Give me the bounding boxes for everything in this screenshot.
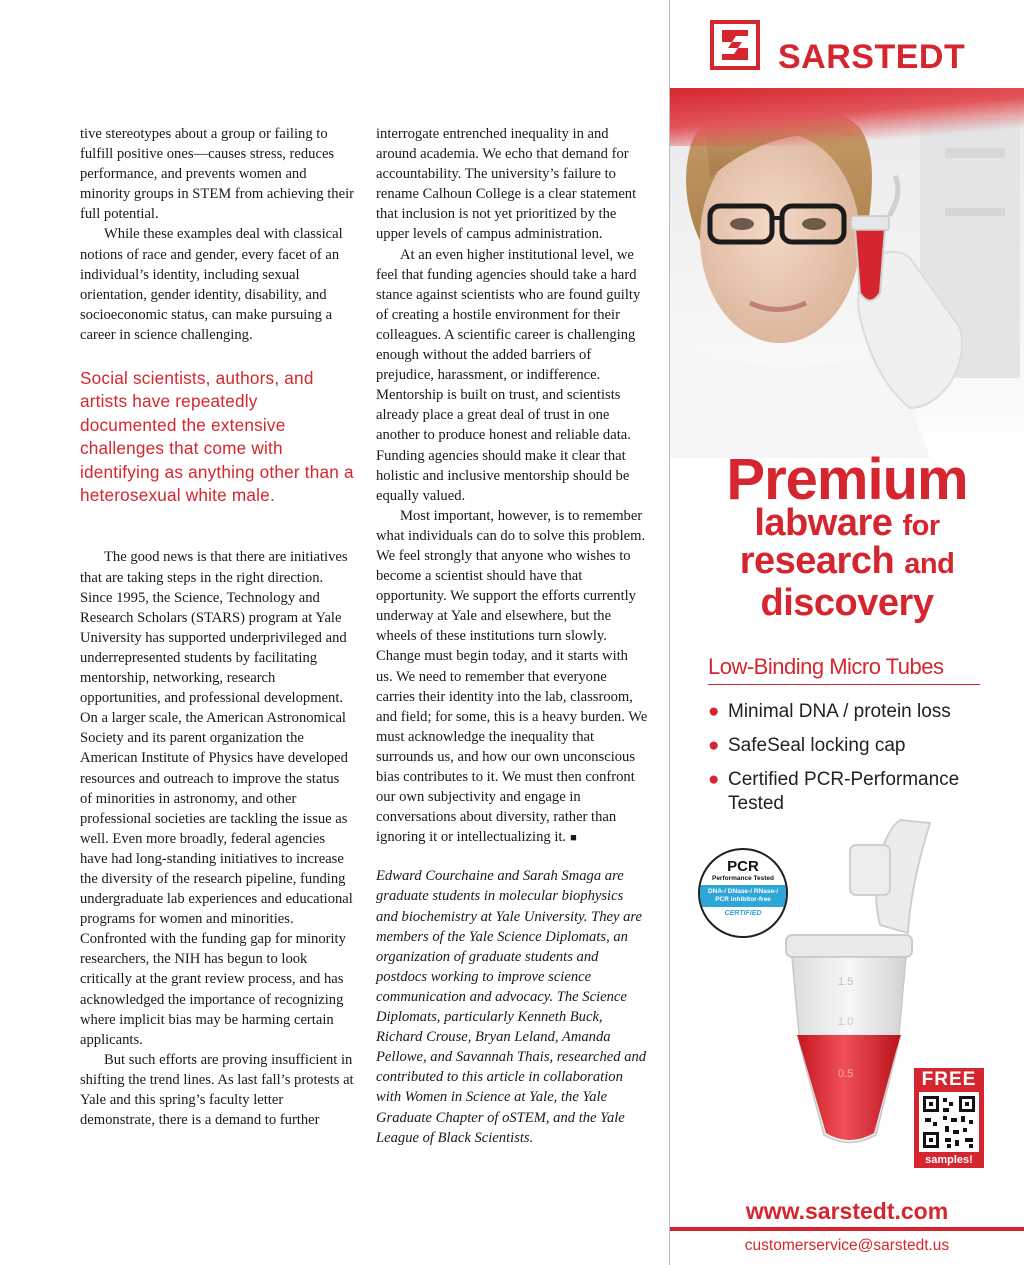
seal-band: DNA-/ DNase-/ RNase-/ PCR inhibitor-free [700,885,786,907]
tube-mark: 1.5 [838,976,854,988]
bullet-icon: ● [708,769,720,790]
feature-list [708,700,1008,826]
sarstedt-logo-icon [710,20,760,70]
paragraph: While these examples deal with classical notions of race and gender, every facet of an individual’s identity, including sexual orientation, gender identity, disability, and socioeconomic status, can make pursuing a career in science challenging. [80,226,343,343]
bullet-icon: ● [708,735,720,756]
bullet-icon: ● [708,701,720,722]
headline-word: labware [754,502,893,544]
feature-item [708,734,1008,758]
article-column-1 [80,124,354,1130]
samples-label: samples! [925,1154,973,1166]
headline-word: for [902,510,940,542]
paragraph-final [376,506,648,849]
feature-text: Certified PCR-Performance Tested [728,769,960,814]
email-link[interactable]: customerservice@sarstedt.us [744,1237,950,1254]
headline-labware [670,502,1024,545]
feature-text: SafeSeal locking cap [728,735,906,756]
paragraph-text: Most important, however, is to remember what individuals can do to solve this problem. We feel strongly that anyone who wishes to become a scientist should have that opportunity. We support the efforts currently underway at Yale and elsewhere, but the wheels of these institutions turn slowly. Change must begin today, and it starts with us. We need to remember that everyone carries their identity into the lab, classroom, and field; for some, this is a heavy burden. We must acknowledge the inequality that surrounds us, and how our own unconscious bias contributes to it. We must then confront our own subjectivity and engage in conversations about diversity, rather than ignoring it or intellectualizing it. [376,507,648,846]
seal-subtitle: Performance Tested [711,875,774,882]
free-samples-badge[interactable] [914,1068,984,1168]
product-subhead: Low-Binding Micro Tubes [708,654,980,685]
seal-title: PCR [727,858,759,875]
pcr-certified-seal [698,848,788,938]
red-swoosh-band [670,88,1024,146]
paragraph: interrogate entrenched inequality in and around academia. We echo that demand for accountability. The university’s failure to rename Calhoun College is a clear statement that inclusion is not yet prioritized by the upper levels of campus administration. [376,126,637,243]
paragraph: The good news is that there are initiatives that are taking steps in the right direction. Since 1995, the Science, Technology and Research Scholars (STARS) program at Yale University has supported underprivileged and underrepresented students by facilitating mentorship, networking, research opportunities, and professional development. On a larger scale, the American Astronomical Society and its parent organization the American Institute of Physics have developed resources and outreach to improve the status of minorities in astronomy, and other professional societies are tackling the issue as well. Even more broadly, federal agencies have had long-standing initiatives to increase the diversity of the research pipeline, funding undergraduate lab experiences and educational programs for women and minorities. Confronted with the funding gap for minority researchers, the NIH has begun to look critically at the grant review process, and has acknowledged the importance of recognizing where implicit bias may be harming certain applicants. [80,549,353,1048]
feature-item [708,768,1008,816]
pull-quote: Social scientists, authors, and artists have repeatedly documented the extensive challenges that come with identifying as anything other than a heterosexual white male. [80,368,354,506]
headline-research [670,540,1024,583]
sarstedt-advertisement [670,0,1024,1265]
website-link[interactable]: www.sarstedt.com [745,1198,949,1224]
article-column-2 [376,124,648,1148]
paragraph: But such efforts are proving insufficient in shifting the trend lines. As last fall’s protests at Yale and this spring’s faculty letter demonstrate, there is a demand to further [80,1051,354,1129]
author-bio: Edward Courchaine and Sarah Smaga are graduate students in molecular biophysics and biochemistry at Yale University. They are members of the Yale Science Diplomats, an organization of graduate students and postdocs working to improve science communication and advocacy. The Science Diplomats, particularly Kenneth Buck, Richard Crouse, Bryan Leland, Amanda Pellowe, and Savannah Thais, researched and contributed to this article in collaboration with Women in Science at Yale, the Yale Graduate Chapter of oSTEM, and the Yale League of Black Scientists. [376,868,647,1146]
tube-mark: 0.5 [838,1068,854,1080]
end-mark: ■ [570,832,577,845]
feature-item [708,700,1008,724]
qr-code-icon[interactable] [919,1092,979,1152]
headline-premium: Premium [726,447,968,512]
feature-text: Minimal DNA / protein loss [728,701,951,722]
brand-name: SARSTEDT [778,38,966,76]
tube-mark: 1.0 [838,1016,854,1028]
headline-discovery: discovery [760,582,934,624]
paragraph: At an even higher institutional level, we feel that funding agencies should take a hard stance against scientists who are found guilty of creating a hostile environment for their colleagues. A scientific career is challenging enough without the added barriers of prejudice, harassment, or indifference. Mentorship is built on trust, and scientists already place a great deal of trust in one another to produce honest and reliable data. Funding agencies should make it clear that holistic and inclusive mentorship should be equally valued. [376,246,641,504]
seal-certified: CERTIFIED [724,910,762,917]
free-label: FREE [921,1069,977,1090]
red-rule [670,1227,1024,1231]
headline-word: and [904,548,955,580]
headline-word: research [739,540,895,582]
paragraph: tive stereotypes about a group or failing to fulfill positive ones—causes stress, reduces performance, and prevents women and minority groups in STEM from achieving their full potential. [80,126,354,223]
